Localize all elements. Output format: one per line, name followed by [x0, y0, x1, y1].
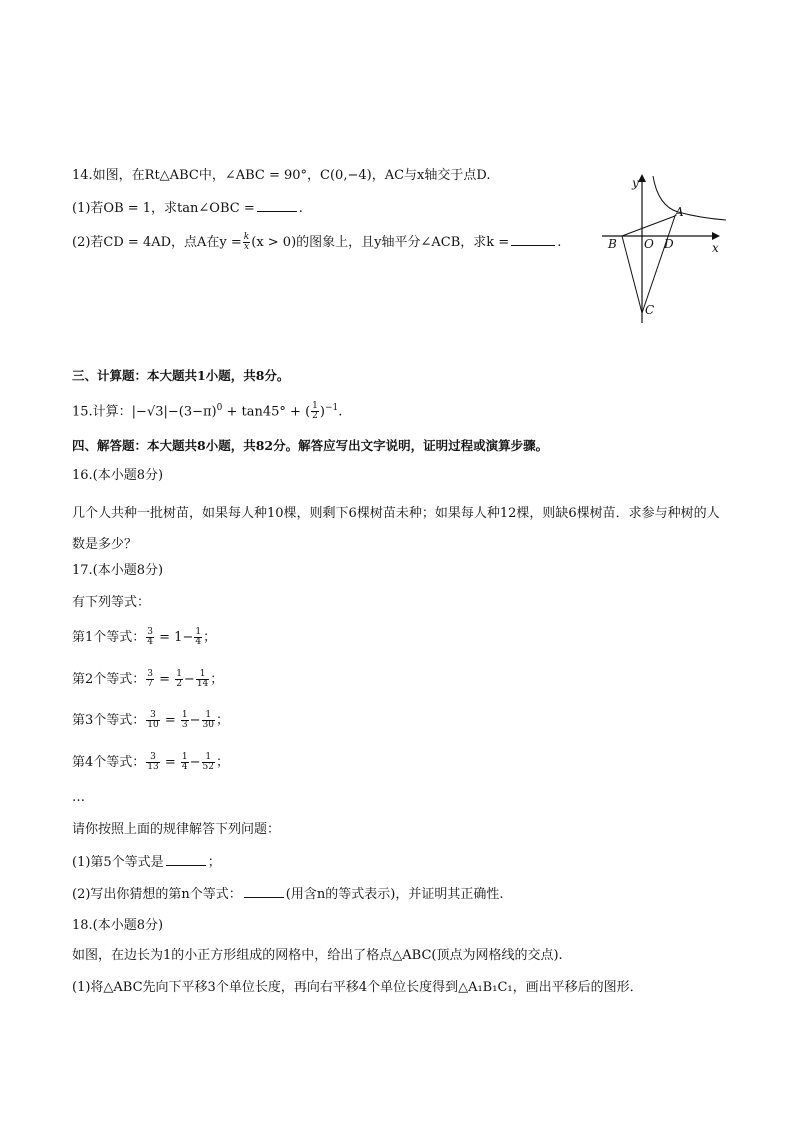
segment-ba — [622, 216, 675, 236]
fraction — [146, 670, 154, 689]
fraction — [175, 670, 183, 689]
eq-end: ； — [203, 630, 217, 645]
fraction-k-over-x — [243, 233, 250, 252]
fraction — [181, 711, 189, 730]
answer-blank — [244, 884, 284, 898]
q17-part2-text: (2)写出你猜想的第n个等式： — [72, 887, 242, 902]
frac-num: 1 — [202, 753, 215, 763]
fraction — [146, 711, 159, 730]
frac-den: 30 — [202, 720, 214, 730]
q15 — [72, 398, 342, 422]
eq-mid: = — [160, 713, 180, 728]
q14-stem: 14.如图，在Rt△ABC中，∠ABC = 90°，C(0,−4)，AC与x轴交于点D. — [72, 168, 491, 183]
frac-num: 3 — [146, 711, 159, 721]
q17-part2 — [72, 884, 503, 905]
q17-ellipsis: … — [72, 790, 85, 805]
label-b: B — [608, 237, 617, 251]
eq-mid: = — [160, 755, 180, 770]
q17-eq-4: 第4个等式： $\frac{3}{13}$ = $\frac{1}{4}$ − $\frac{1}{52}$ ； — [72, 752, 230, 772]
frac-num: 1 — [196, 670, 209, 680]
q17-eq-3: 第3个等式： $\frac{3}{10}$ = $\frac{1}{3}$ − $\frac{1}{30}$ ； — [72, 710, 230, 730]
answer-blank — [511, 232, 555, 246]
fraction — [181, 753, 189, 772]
frac-den: 4 — [147, 637, 154, 647]
q14-part2-text: (2)若CD = 4AD，点A在y = — [72, 235, 242, 250]
q14-part1 — [72, 198, 303, 219]
q18-head: 18.(本小题8分) — [72, 918, 164, 933]
frac-den: 13 — [147, 762, 159, 772]
answer-blank — [257, 198, 297, 212]
fraction — [146, 753, 159, 772]
q17-head: 17.(本小题8分) — [72, 563, 164, 578]
q14-part2-end: . — [557, 235, 562, 250]
frac-num: 1 — [181, 710, 188, 720]
eq-label: 第2个等式： — [72, 672, 146, 687]
label-c: C — [645, 303, 655, 317]
frac-den: 2 — [312, 411, 318, 422]
fraction — [146, 628, 154, 647]
frac-den: 10 — [147, 720, 159, 730]
q14-part1-end: . — [298, 201, 303, 216]
frac-den: 52 — [202, 762, 214, 772]
label-y: y — [632, 176, 639, 190]
q15-exp: −1 — [324, 403, 339, 413]
frac-den: 2 — [176, 679, 182, 689]
q16-head: 16.(本小题8分) — [72, 468, 164, 483]
frac-num: 1 — [202, 711, 215, 721]
q18-body: 如图，在边长为1的小正方形组成的网格中，给出了格点△ABC(顶点为网格线的交点). — [72, 948, 563, 963]
q17-part1-text: (1)第5个等式是 — [72, 855, 164, 870]
q16-body: 几个人共种一批树苗，如果每人种10棵，则剩下6棵树苗未种；如果每人种12棵，则缺6棵树苗．求参与种树的人数是多少？ — [72, 506, 720, 552]
frac-den: 7 — [147, 679, 154, 689]
fraction-one-half — [311, 402, 319, 421]
q14-part2-mid: (x > 0)的图象上，且y轴平分∠ACB，求k = — [251, 235, 510, 250]
x-axis-arrow-icon — [712, 232, 720, 240]
frac-num: 3 — [147, 669, 154, 679]
frac-den: x — [243, 242, 250, 252]
frac-num: 3 — [146, 753, 159, 763]
segment-bc — [622, 236, 642, 313]
frac-num: 3 — [147, 627, 154, 637]
frac-num: 1 — [181, 752, 188, 762]
frac-num: k — [243, 232, 250, 242]
q17-eq-1 — [72, 628, 216, 648]
eq-end: ； — [210, 672, 224, 687]
frac-den: 14 — [196, 679, 209, 689]
q15-paren: ) — [319, 404, 325, 420]
fraction — [202, 711, 215, 730]
label-a: A — [675, 205, 684, 219]
eq-end: ； — [216, 755, 230, 770]
eq-label: 第3个等式： — [72, 713, 146, 728]
eq-label: 第4个等式： — [72, 755, 146, 770]
frac-num: 1 — [176, 669, 182, 679]
q15-exp0: 0 — [216, 403, 223, 413]
q17-part2-end: (用含n的等式表示)，并证明其正确性. — [285, 887, 504, 902]
q17-eq-2: 第2个等式： $\frac{3}{7}$ = $\frac{1}{2}$ − $\frac{1}{14}$ ； — [72, 669, 224, 689]
y-axis-arrow-icon — [638, 174, 646, 182]
q17-intro: 有下列等式： — [72, 595, 151, 610]
eq-mid: = 1− — [155, 630, 194, 645]
q15-end: . — [338, 404, 343, 420]
frac-num: 1 — [312, 401, 318, 412]
q15-mid: + tan45° + ( — [222, 404, 311, 420]
frac-den: 3 — [181, 720, 188, 730]
frac-num: 1 — [195, 627, 202, 637]
hyperbola-curve — [653, 176, 726, 220]
q14-part1-text: (1)若OB = 1，求tan∠OBC = — [72, 201, 255, 216]
fraction — [202, 753, 215, 772]
section-4-title: 四、解答题：本大题共8小题，共82分。解答应写出文字说明，证明过程或演算步骤。 — [72, 438, 549, 453]
q17-part1-end: ； — [207, 855, 221, 870]
q14-part2 — [72, 232, 561, 253]
eq-mid: = — [155, 672, 175, 687]
q17-part1 — [72, 852, 221, 873]
frac-den: 4 — [195, 637, 202, 647]
section-3-title: 三、计算题：本大题共1小题，共8分。 — [72, 368, 290, 383]
fraction — [194, 628, 202, 647]
eq-label: 第1个等式： — [72, 630, 146, 645]
eq-end: ； — [216, 713, 230, 728]
label-d: D — [664, 237, 674, 251]
q14-figure — [600, 168, 730, 328]
answer-blank — [166, 852, 206, 866]
q18-part1: (1)将△ABC先向下平移3个单位长度，再向右平移4个单位长度得到△A₁B₁C₁，画出平移后的图形． — [72, 980, 643, 995]
q15-text: 15.计算：|−√3|−(3−π) — [72, 404, 217, 420]
label-o: O — [644, 237, 654, 251]
fraction — [196, 670, 209, 689]
frac-den: 4 — [181, 762, 188, 772]
label-x: x — [712, 241, 719, 255]
q17-ask: 请你按照上面的规律解答下列问题： — [72, 822, 281, 837]
segment-ac — [642, 216, 675, 313]
